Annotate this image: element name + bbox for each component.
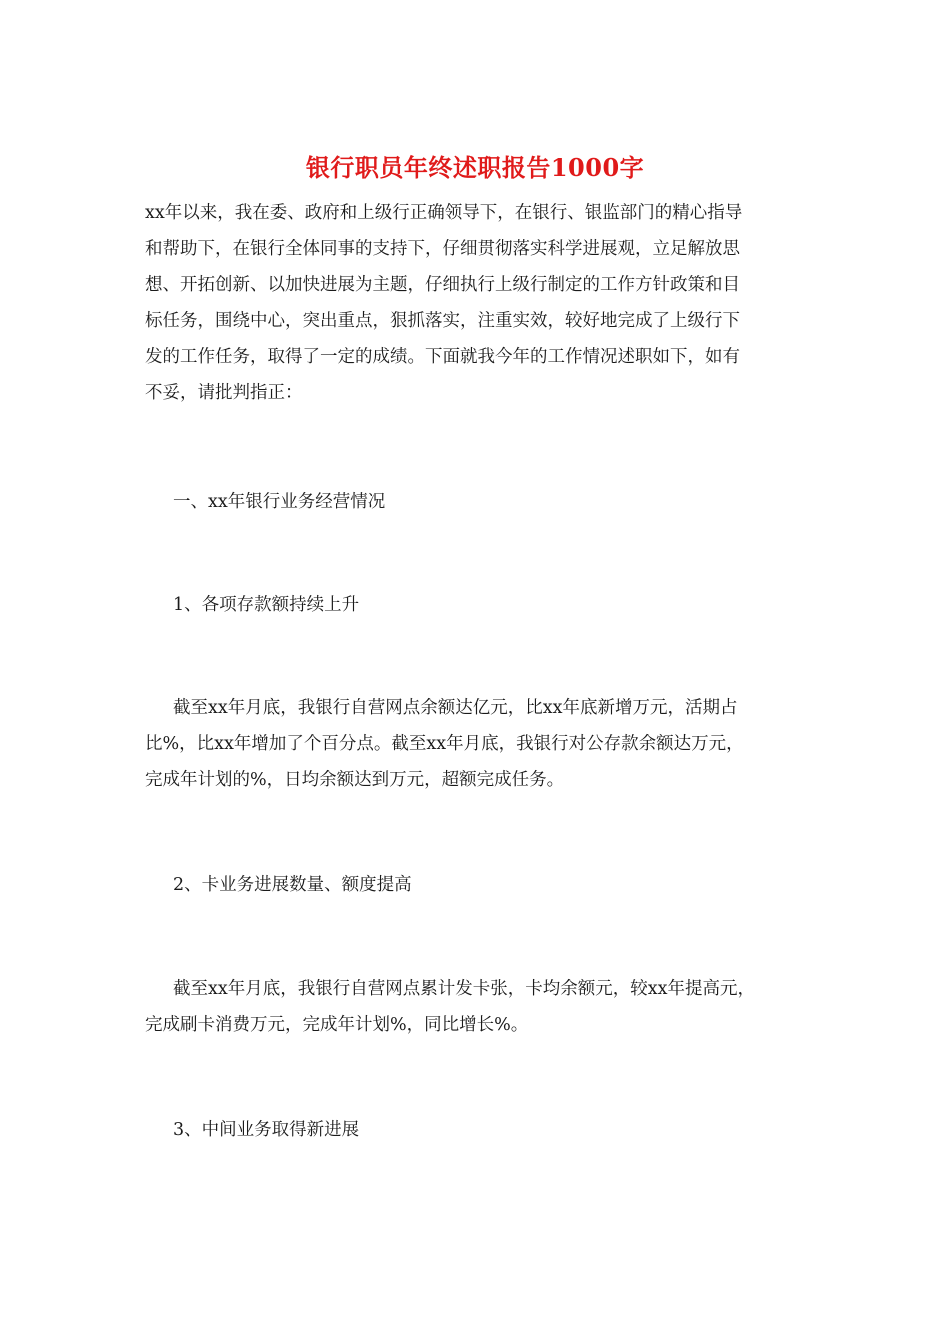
intro-paragraph [145, 195, 810, 411]
item2-paragraph [145, 971, 810, 1043]
paragraph-line: xx年以来，我在委、政府和上级行正确领导下，在银行、银监部门的精心指导 [145, 203, 743, 223]
paragraph-line: 比%，比xx年增加了个百分点。截至xx年月底，我银行对公存款余额达万元， [145, 734, 744, 754]
paragraph-line: 标任务，围绕中心，突出重点，狠抓落实，注重实效，较好地完成了上级行下 [145, 311, 740, 331]
paragraph-line: 完成年计划的%，日均余额达到万元，超额完成任务。 [145, 770, 565, 790]
paragraph-line: 完成刷卡消费万元，完成年计划%，同比增长%。 [145, 1015, 529, 1035]
item-heading: 2、卡业务进展数量、额度提高 [173, 875, 412, 895]
item1-paragraph [145, 690, 810, 798]
paragraph-line: 想、开拓创新、以加快进展为主题，仔细执行上级行制定的工作方针政策和目 [145, 275, 740, 295]
paragraph-line: 截至xx年月底，我银行自营网点余额达亿元，比xx年底新增万元，活期占 [173, 698, 738, 718]
paragraph-line: 发的工作任务，取得了一定的成绩。下面就我今年的工作情况述职如下，如有 [145, 347, 740, 367]
section-heading: 一、xx年银行业务经营情况 [173, 492, 386, 512]
paragraph-line: 截至xx年月底，我银行自营网点累计发卡张，卡均余额元，较xx年提高元， [173, 979, 755, 999]
document-title: 银行职员年终述职报告1000字 [305, 153, 645, 182]
item-heading: 1、各项存款额持续上升 [173, 595, 360, 615]
paragraph-line: 和帮助下，在银行全体同事的支持下，仔细贯彻落实科学进展观，立足解放思 [145, 239, 740, 259]
paragraph-line: 不妥，请批判指正： [145, 383, 303, 403]
item-heading: 3、中间业务取得新进展 [173, 1120, 360, 1140]
